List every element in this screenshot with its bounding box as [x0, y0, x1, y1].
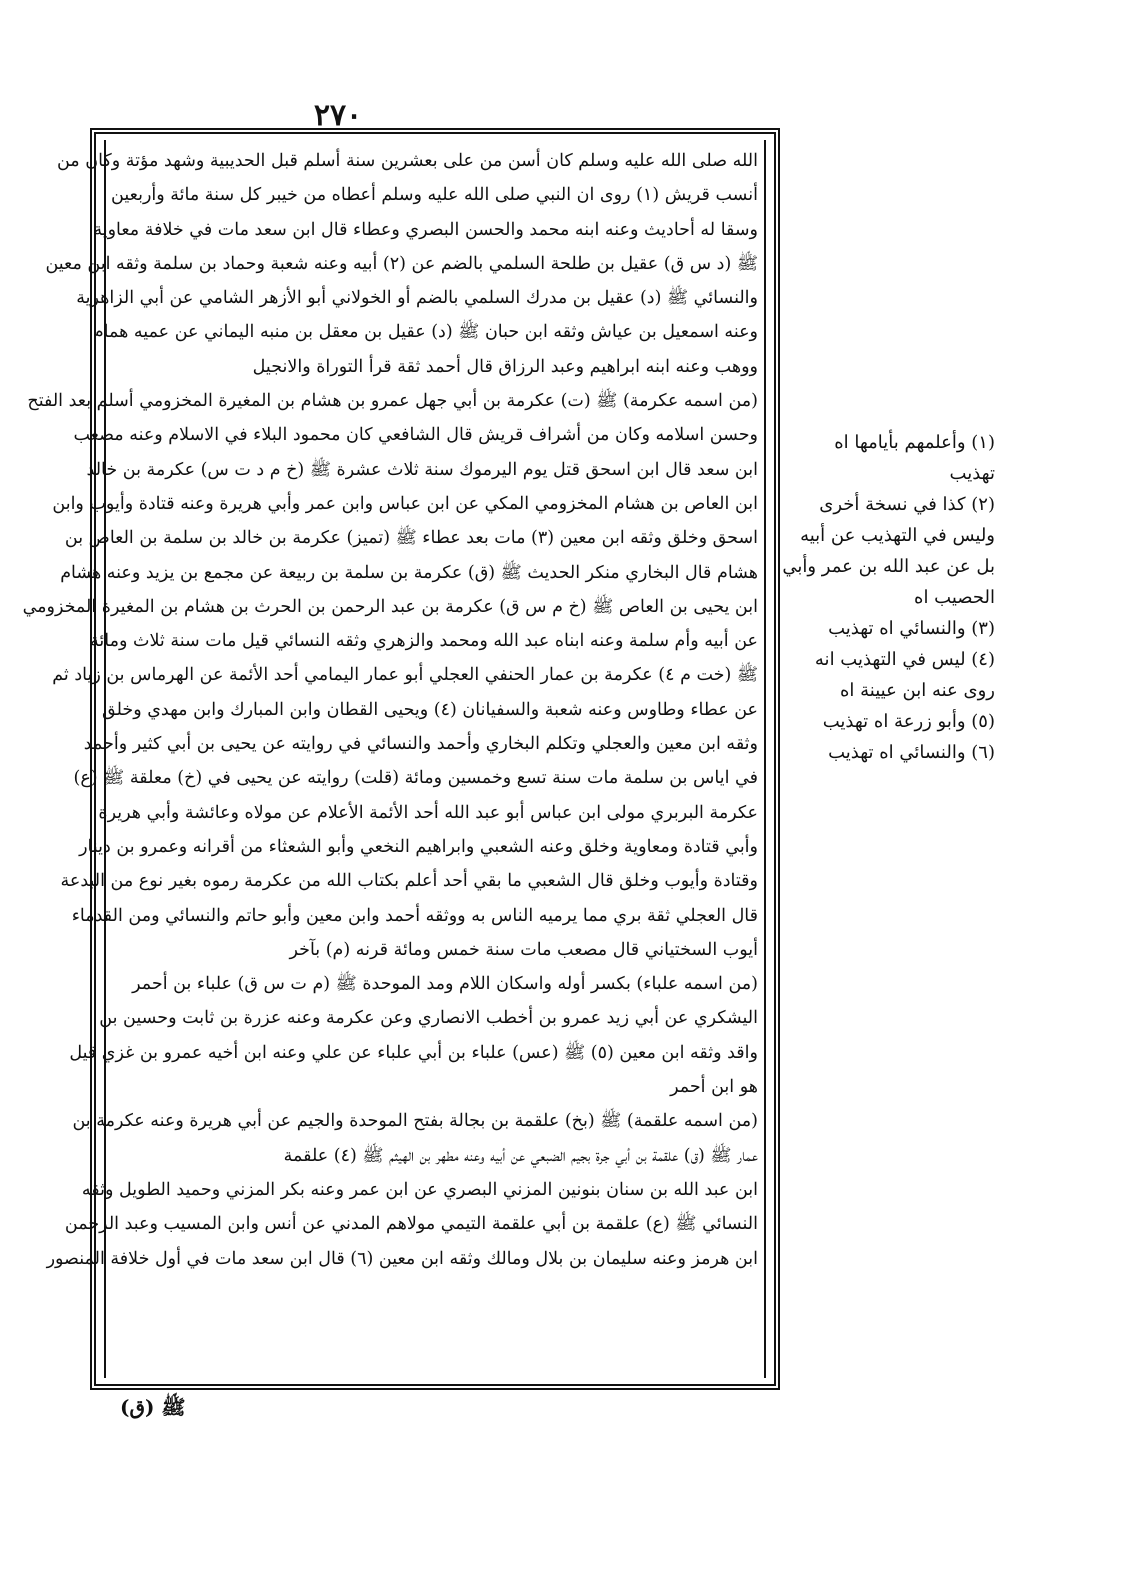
body-line: واقد وثقه ابن معين (٥) ﷺ (عس) علباء بن أبي علباء عن علي وعنه ابن أخيه عمرو بن غزي قيل [69, 1042, 758, 1063]
body-line: وحسن اسلامه وكان من أشراف قريش قال الشافعي كان محمود البلاء في الاسلام وعنه مصعب [73, 425, 758, 446]
body-line: قال العجلي ثقة بري مما يرميه الناس به ووثقه أحمد وابن معين وأبو حاتم والنسائي ومن القدماء [71, 905, 758, 926]
body-line: عكرمة البربري مولى ابن عباس أبو عبد الله أحد الأئمة الأعلام عن مولاه وعائشة وأبي هريرة [98, 802, 758, 823]
body-line: أنسب قريش (١) روى ان النبي صلى الله عليه وسلم أعطاه من خيبر كل سنة مائة وأربعين [111, 185, 758, 206]
body-line: ابن سعد قال ابن اسحق قتل يوم اليرموك سنة ثلاث عشرة ﷺ (خ م د ت س) عكرمة بن خالد [86, 459, 758, 480]
body-line: (من اسمه عكرمة) ﷺ (ت) عكرمة بن أبي جهل عمرو بن هشام بن المغيرة المخزومي أسلم بعد الفتح [27, 391, 758, 412]
body-line: عمار ﷺ (ق) علقمة بن أبي جرة بجيم الضبعي عن أبيه وعنه مطهر بن الهيثم ﷺ (٤) علقمة [283, 1145, 758, 1166]
body-line: ابن هرمز وعنه سليمان بن بلال ومالك وثقه ابن معين (٦) قال ابن سعد مات في أول خلافة المنصور [46, 1248, 758, 1269]
body-line: في اياس بن سلمة مات سنة تسع وخمسين ومائة (قلت) روايته عن يحيى في (خ) معلقة ﷺ (ع) [73, 768, 758, 789]
footnote-line: بل عن عبد الله بن عمر وأبي [782, 556, 995, 577]
body-line: ﷺ (د س ق) عقيل بن طلحة السلمي بالضم عن (٢) أبيه وعنه شعبة وحماد بن سلمة وثقه ابن معين [45, 253, 758, 274]
footnote-line: وليس في التهذيب عن أبيه [800, 525, 995, 546]
footnotes [782, 427, 995, 768]
body-line: هو ابن أحمر [670, 1077, 758, 1098]
text-frame [22, 128, 780, 1390]
body-line: الله صلى الله عليه وسلم كان أسن من على بعشرين سنة أسلم قبل الحديبية وشهد مؤتة وكان من [56, 151, 758, 171]
body-line: (من اسمه علقمة) ﷺ (بخ) علقمة بن بجالة بفتح الموحدة والجيم عن أبي هريرة وعنه عكرمة بن [72, 1111, 758, 1132]
body-line: عن عطاء وطاوس وعنه شعبة والسفيانان (٤) ويحيى القطان وابن المبارك وابن مهدي وخلق [102, 699, 758, 720]
body-line: عن أبيه وأم سلمة وعنه ابناه عبد الله ومحمد والزهري وثقه النسائي قيل مات سنة ثلاث ومائة [90, 631, 758, 652]
body-line: والنسائي ﷺ (د) عقيل بن مدرك السلمي بالضم أو الخولاني أبو الأزهر الشامي عن أبي الزاهرية [76, 288, 758, 309]
body-line: النسائي ﷺ (ع) علقمة بن أبي علقمة التيمي مولاهم المدني عن أنس وابن المسيب وعبد الرحمن [64, 1214, 758, 1235]
footnote-line: (٢) كذا في نسخة أخرى [819, 494, 995, 515]
body-line: ووهب وعنه ابنه ابراهيم وعبد الرزاق قال أحمد ثقة قرأ التوراة والانجيل [252, 356, 758, 377]
body-line: هشام قال البخاري منكر الحديث ﷺ (ق) عكرمة بن سلمة بن ربيعة عن مجمع بن يزيد وعنه هشام [60, 562, 758, 583]
footnote-line: روى عنه ابن عيينة اه [839, 680, 995, 701]
body-line: ابن العاص بن هشام المخزومي المكي عن ابن عباس وابن عمر وأبي هريرة وعنه قتادة وأيوب وابن [52, 493, 758, 514]
body-line: وثقه ابن معين والعجلي وتكلم البخاري وأحمد والنسائي في روايته عن يحيى بن أبي كثير وأحمد [83, 734, 758, 755]
body-line: أيوب السختياني قال مصعب مات سنة خمس ومائة قرنه (م) بآخر [289, 939, 758, 960]
body-line: اسحق وخلق وثقه ابن معين (٣) مات بعد عطاء ﷺ (تميز) عكرمة بن خالد بن سلمة بن العاص بن [64, 528, 758, 549]
body-line: (من اسمه علباء) بكسر أوله واسكان اللام ومد الموحدة ﷺ (م ت س ق) علباء بن أحمر [132, 974, 758, 995]
footnote-line: الحصيب اه [914, 587, 995, 608]
body-line: وعنه اسمعيل بن عياش وثقه ابن حبان ﷺ (د) عقيل بن معقل بن منبه اليماني عن عميه همام [92, 322, 758, 343]
footnote-line: (٣) والنسائي اه تهذيب [828, 618, 995, 639]
body-line: وأبي قتادة ومعاوية وخلق وعنه الشعبي وابراهيم النخعي وأبو الشعثاء من أقرانه وعمرو بن دينار [79, 836, 758, 857]
footnote-line: (٦) والنسائي اه تهذيب [828, 742, 995, 763]
footnote-line: تهذيب [949, 463, 995, 484]
body-line: وقتادة وأيوب وخلق قال الشعبي ما بقي أحد أعلم بكتاب الله من عكرمة رموه بغير نوع من البدعة [60, 871, 758, 892]
body-line: ﷺ (خت م ٤) عكرمة بن عمار الحنفي العجلي أبو عمار اليمامي أحد الأئمة عن الهرماس بن زياد ثم [52, 665, 758, 686]
body-line: اليشكري عن أبي زيد عمرو بن أخطب الانصاري وعن عكرمة وعنه عزرة بن ثابت وحسين بن [99, 1008, 758, 1029]
footnote-line: (١) وأعلمهم بأيامها اه [834, 432, 995, 453]
body-line: ابن يحيى بن العاص ﷺ (خ م س ق) عكرمة بن عبد الرحمن بن الحرث بن هشام بن المغيرة المخزومي [22, 596, 758, 617]
catchword: ﷺ (ق) [120, 1395, 186, 1419]
footnote-line: (٥) وأبو زرعة اه تهذيب [822, 711, 995, 732]
page-number: ٢٧٠ [313, 98, 363, 133]
body-line: وسقا له أحاديث وعنه ابنه محمد والحسن البصري وعطاء قال ابن سعد مات في خلافة معاوية [93, 219, 758, 240]
body-text [22, 144, 758, 1374]
body-line: ابن عبد الله بن سنان بنونين المزني البصري عن ابن عمر وعنه بكر المزني وحميد الطويل وثقه [81, 1179, 758, 1200]
footnote-line: (٤) ليس في التهذيب انه [814, 649, 995, 670]
